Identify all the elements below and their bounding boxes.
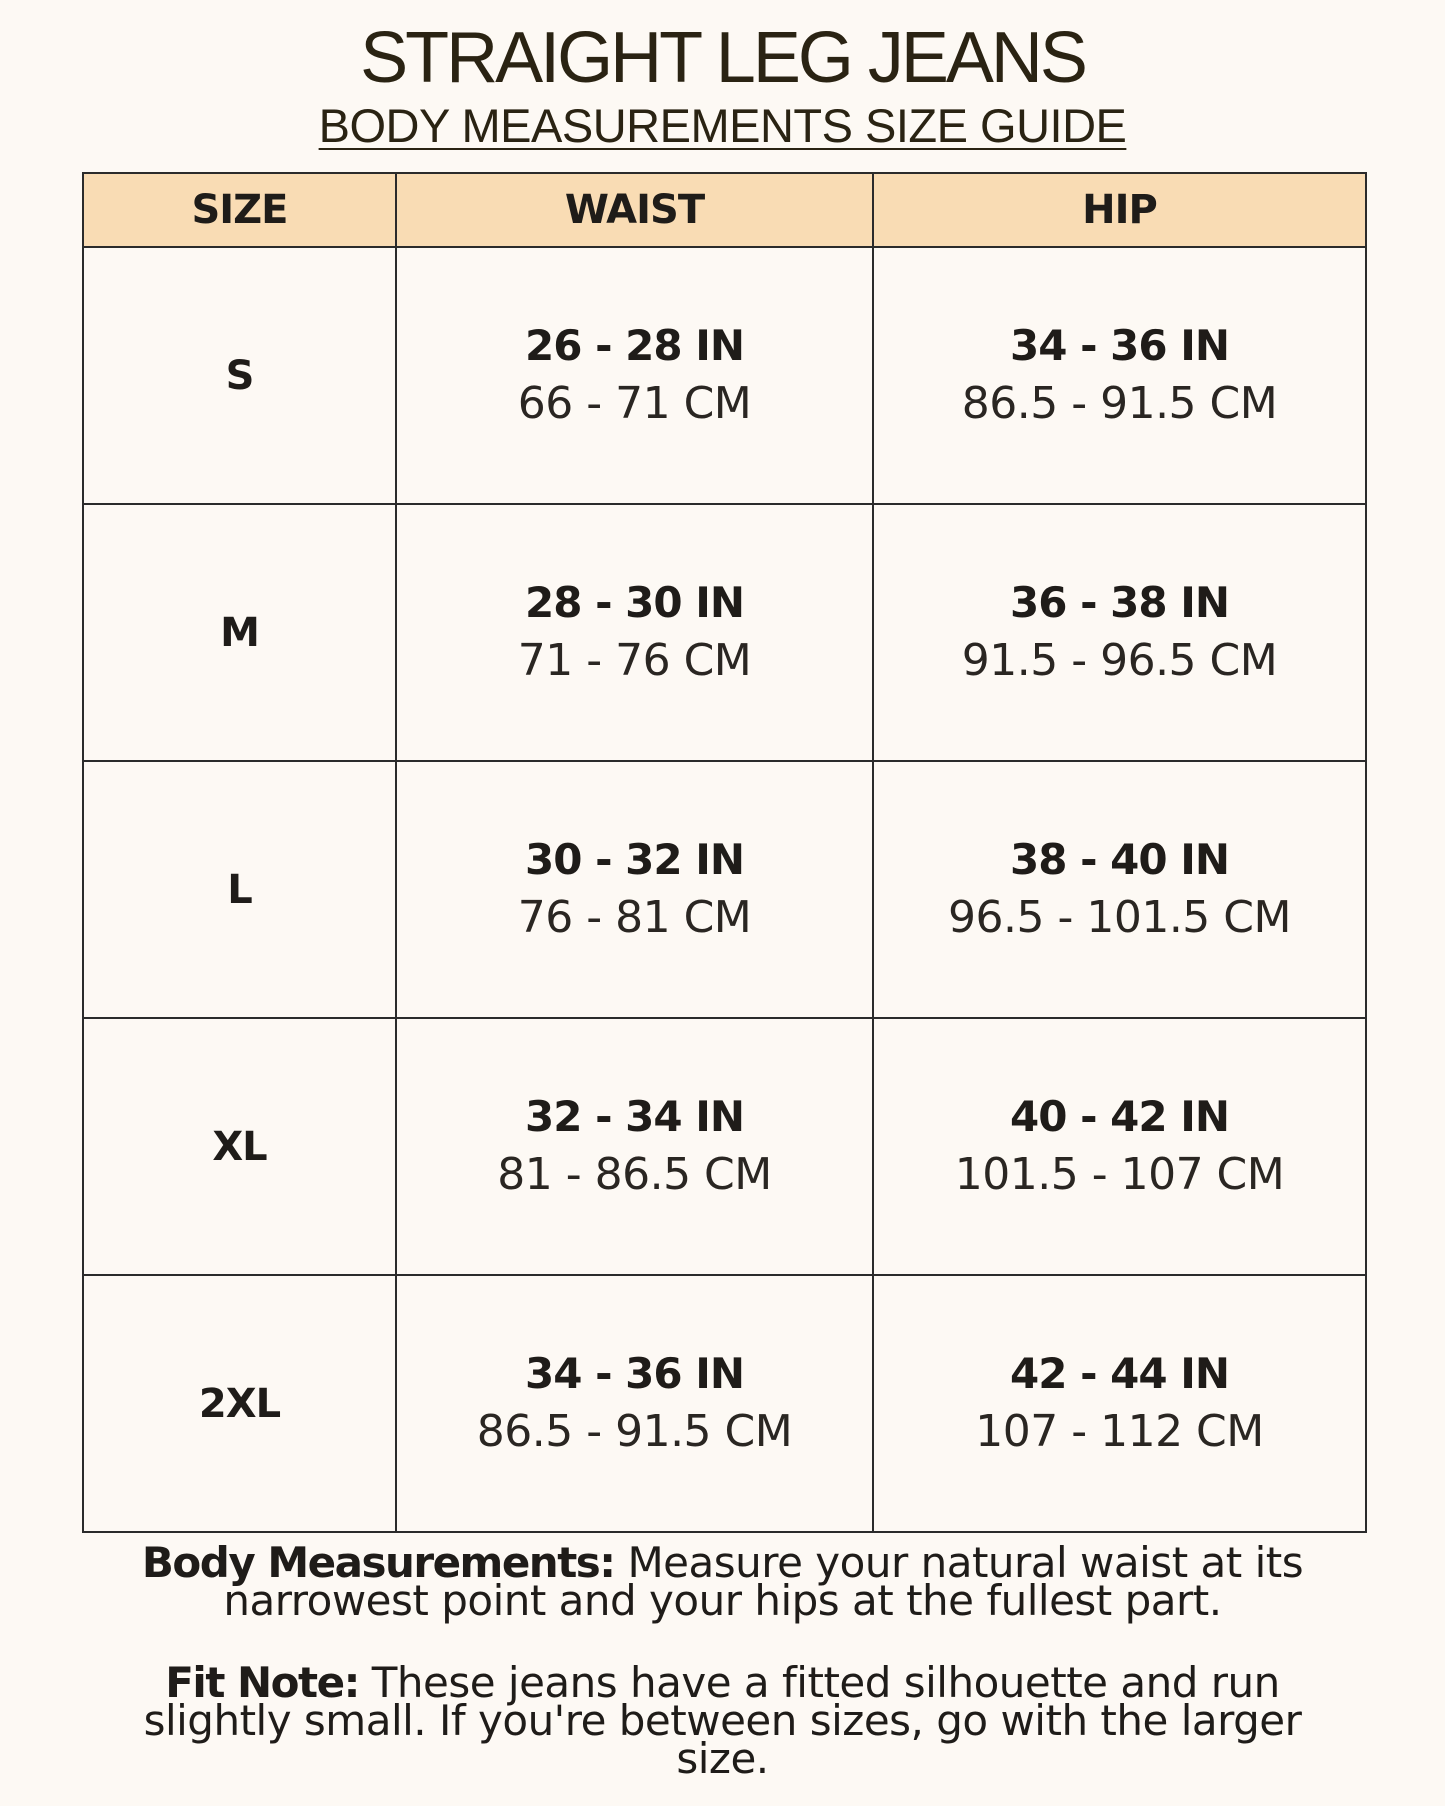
hip-inches: 34 - 36 IN [1010,320,1229,370]
waist-centimeters: 76 - 81 CM [517,891,752,943]
size-guide-table [82,172,1367,1533]
table-row [83,761,1366,1018]
waist-cell [396,504,873,761]
waist-cell [396,1275,873,1532]
subtitle-text: BODY MEASUREMENTS SIZE GUIDE [318,99,1127,152]
hip-cell [873,247,1366,504]
waist-inches: 30 - 32 IN [525,834,744,884]
hip-centimeters: 91.5 - 96.5 CM [961,634,1278,686]
table-row [83,1275,1366,1532]
hip-centimeters: 96.5 - 101.5 CM [948,891,1291,943]
size-label: M [220,609,259,656]
body-measurements-note [100,1538,1345,1625]
waist-cell [396,761,873,1018]
size-cell [83,761,396,1018]
header-waist: WAIST [396,173,873,247]
hip-centimeters: 101.5 - 107 CM [954,1148,1285,1200]
table-row [83,247,1366,504]
waist-cell [396,1018,873,1275]
hip-inches: 38 - 40 IN [1010,834,1229,884]
size-label: L [227,866,252,913]
table-row [83,504,1366,761]
hip-inches: 42 - 44 IN [1010,1348,1229,1398]
fit-note-label: Fit Note: [165,1658,359,1707]
size-label: S [225,352,254,399]
page-title: STRAIGHT LEG JEANS [360,18,1085,98]
size-cell [83,1275,396,1532]
size-label: XL [212,1123,267,1170]
header-hip: HIP [873,173,1366,247]
table-header-row [83,173,1366,247]
fit-note-text: These jeans have a fitted silhouette and run slightly small. If you're between sizes, go with the larger size. [143,1658,1302,1783]
hip-inches: 40 - 42 IN [1010,1091,1229,1141]
hip-cell [873,761,1366,1018]
waist-inches: 28 - 30 IN [525,577,744,627]
hip-cell [873,504,1366,761]
waist-centimeters: 86.5 - 91.5 CM [476,1405,793,1457]
waist-inches: 32 - 34 IN [525,1091,744,1141]
hip-inches: 36 - 38 IN [1010,577,1229,627]
size-cell [83,1018,396,1275]
hip-centimeters: 107 - 112 CM [975,1405,1264,1457]
waist-centimeters: 81 - 86.5 CM [497,1148,772,1200]
body-measurements-text: Measure your natural waist at its narrowest point and your hips at the fullest part. [223,1538,1304,1625]
body-measurements-label: Body Measurements: [141,1538,615,1587]
hip-cell [873,1275,1366,1532]
size-label: 2XL [198,1380,281,1427]
waist-centimeters: 71 - 76 CM [517,634,752,686]
waist-cell [396,247,873,504]
fit-note [100,1658,1345,1783]
size-cell [83,247,396,504]
waist-centimeters: 66 - 71 CM [517,377,752,429]
hip-centimeters: 86.5 - 91.5 CM [961,377,1278,429]
table-row [83,1018,1366,1275]
waist-inches: 34 - 36 IN [525,1348,744,1398]
page-subtitle [0,98,1445,154]
size-cell [83,504,396,761]
hip-cell [873,1018,1366,1275]
header-size: SIZE [83,173,396,247]
waist-inches: 26 - 28 IN [525,320,744,370]
